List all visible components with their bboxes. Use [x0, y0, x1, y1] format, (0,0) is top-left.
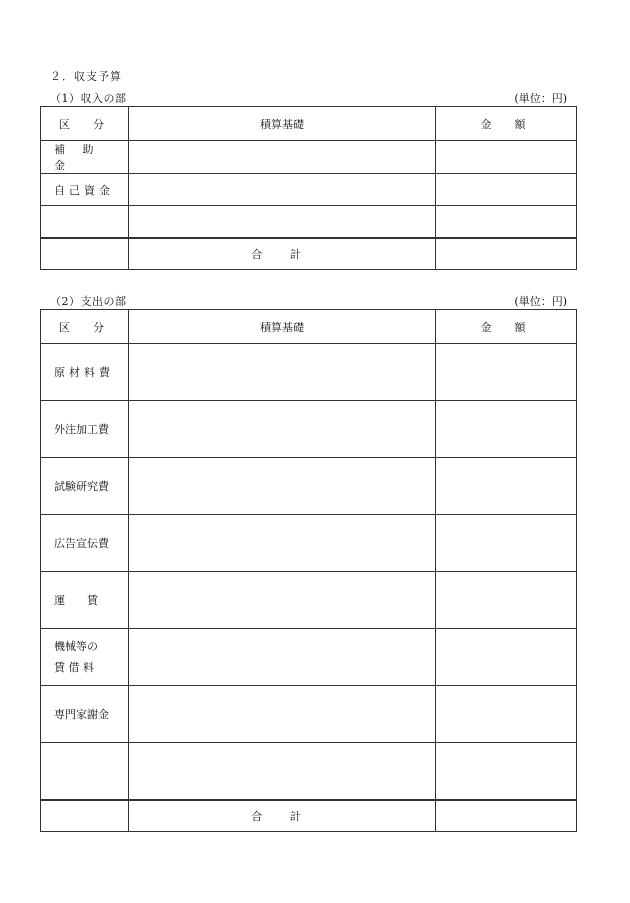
- row-label: 試験研究費: [41, 458, 129, 515]
- total-label: 合 計: [129, 238, 436, 270]
- row-label: [41, 743, 129, 800]
- amount-cell[interactable]: [436, 515, 577, 572]
- income-heading: （1）収入の部: [50, 92, 127, 105]
- row-label: [41, 206, 129, 238]
- row-label: 運 賃: [41, 572, 129, 629]
- total-blank-cell: [41, 238, 129, 270]
- header-basis: 積算基礎: [129, 310, 436, 344]
- row-label: 自己資金: [41, 174, 129, 206]
- income-header-row: [41, 107, 577, 141]
- row-label-line-1: 機械等の: [54, 640, 98, 653]
- amount-cell[interactable]: [436, 174, 577, 206]
- header-category: 区 分: [41, 107, 129, 141]
- basis-cell[interactable]: [129, 401, 436, 458]
- total-row: [41, 238, 577, 270]
- row-label: 補 助 金: [41, 141, 129, 174]
- table-row: [41, 572, 577, 629]
- basis-cell[interactable]: [129, 458, 436, 515]
- amount-cell[interactable]: [436, 458, 577, 515]
- table-row: [41, 344, 577, 401]
- table-row: [41, 629, 577, 686]
- basis-cell[interactable]: [129, 572, 436, 629]
- total-row: [41, 800, 577, 832]
- table-row: [41, 686, 577, 743]
- row-label-line-2: 賃 借 料: [54, 661, 94, 674]
- expense-table: [40, 309, 577, 832]
- basis-cell[interactable]: [129, 515, 436, 572]
- header-category: 区 分: [41, 310, 129, 344]
- income-table: [40, 106, 577, 270]
- amount-cell[interactable]: [436, 344, 577, 401]
- amount-cell[interactable]: [436, 686, 577, 743]
- income-unit-label: (単位：円): [514, 92, 567, 105]
- basis-cell[interactable]: [129, 344, 436, 401]
- amount-cell[interactable]: [436, 401, 577, 458]
- basis-cell[interactable]: [129, 206, 436, 238]
- table-row: [41, 743, 577, 800]
- table-row: [41, 515, 577, 572]
- expense-header-row: [41, 310, 577, 344]
- amount-cell[interactable]: [436, 572, 577, 629]
- table-row: [41, 206, 577, 238]
- row-label: 専門家謝金: [41, 686, 129, 743]
- row-label: 原材料費: [41, 344, 129, 401]
- row-label-two-line: [41, 629, 129, 686]
- expense-heading: （2）支出の部: [50, 295, 127, 308]
- header-amount: 金 額: [436, 310, 577, 344]
- total-amount-cell[interactable]: [436, 800, 577, 832]
- basis-cell[interactable]: [129, 686, 436, 743]
- basis-cell[interactable]: [129, 141, 436, 174]
- header-amount: 金 額: [436, 107, 577, 141]
- table-row: [41, 458, 577, 515]
- basis-cell[interactable]: [129, 743, 436, 800]
- total-amount-cell[interactable]: [436, 238, 577, 270]
- total-label: 合 計: [129, 800, 436, 832]
- amount-cell[interactable]: [436, 141, 577, 174]
- amount-cell[interactable]: [436, 206, 577, 238]
- amount-cell[interactable]: [436, 629, 577, 686]
- row-label: 外注加工費: [41, 401, 129, 458]
- basis-cell[interactable]: [129, 174, 436, 206]
- total-blank-cell: [41, 800, 129, 832]
- header-basis: 積算基礎: [129, 107, 436, 141]
- table-row: [41, 401, 577, 458]
- row-label: 広告宣伝費: [41, 515, 129, 572]
- table-row: [41, 141, 577, 174]
- basis-cell[interactable]: [129, 629, 436, 686]
- table-row: [41, 174, 577, 206]
- section-title: ２．収支予算: [50, 70, 122, 83]
- amount-cell[interactable]: [436, 743, 577, 800]
- expense-unit-label: (単位：円): [514, 295, 567, 308]
